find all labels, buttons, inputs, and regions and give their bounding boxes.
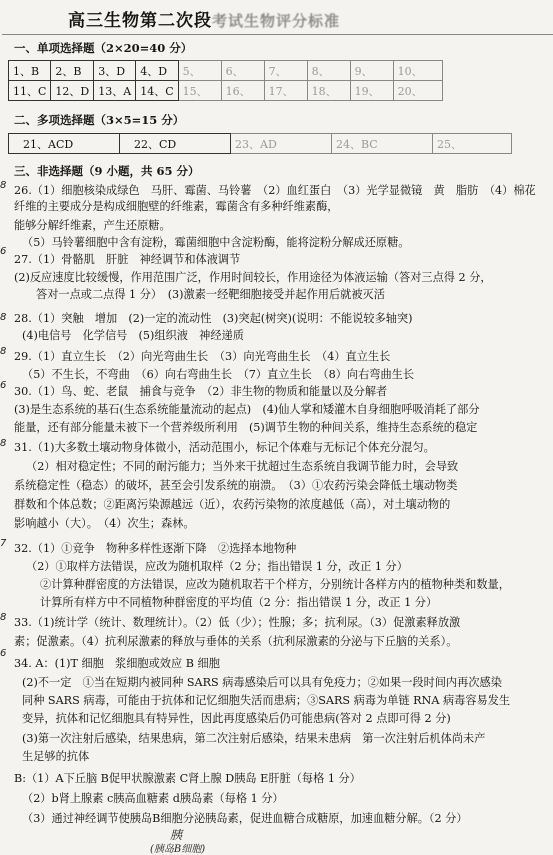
answer-line: B:（1）A下丘脑 B促甲状腺激素 C肾上腺 D胰岛 E肝脏（每格 1 分） <box>14 772 361 785</box>
answer-line: 26.（1）细胞核染成绿色 马肝、霉菌、马铃薯 （2）血红蛋白 （3）光学显微镜 黄 脂肪 （4）棉花纤维的主要成分是构成细胞壁的纤维素，霉菌含有多种纤维素酶， <box>14 184 536 213</box>
answer-line: （3）通过神经调节使胰岛B细胞分泌胰岛素，促进血糖合成糖原，加速血糖分解。（2 分） <box>22 812 468 825</box>
multi-choice-answer-table <box>8 133 512 154</box>
answer-line: 素；促激素。（4）抗利尿激素的释放与垂体的关系（抗利尿激素的分泌与下丘脑的关系）。 <box>14 635 458 648</box>
score-mark-q27: 6 <box>0 246 7 257</box>
answer-line: 34. A：(1)T 细胞 浆细胞或效应 B 细胞 <box>14 657 220 670</box>
answer-cell: 18、 <box>307 81 350 101</box>
answer-cell: 9、 <box>350 61 393 81</box>
answer-line: 变异，抗体和记忆细胞具有特异性，因此再度感染后仍可能患病(答对 2 点即可得 2 分) <box>22 712 451 725</box>
answer-cell: 10、 <box>393 61 442 81</box>
table-row <box>9 134 512 154</box>
answer-cell: 11、C <box>9 81 51 101</box>
answer-line: (4)电信号 化学信号 (5)组织液 神经递质 <box>22 329 244 342</box>
answer-line: (3)是生态系统的基石(生态系统能量流动的起点) (4)仙人掌和矮灌木自身细胞呼吸消耗了部分 <box>14 403 480 416</box>
score-mark-q28: 8 <box>0 312 7 323</box>
answer-cell: 3、D <box>94 61 136 81</box>
answer-cell: 16、 <box>221 81 264 101</box>
score-mark-q32: 7 <box>0 538 7 549</box>
answer-line: ②计算种群密度的方法错误，应改为随机取若干个样方，分别统计各样方内的植物种类和数量， <box>40 578 510 591</box>
answer-line: 系统稳定性（稳态）的破坏，甚至会引发系统的崩溃。 （3）①农药污染会降低土壤动物类 <box>14 479 458 492</box>
answer-cell: 21、ACD <box>9 134 120 154</box>
score-mark-q33: 8 <box>0 612 7 623</box>
answer-line: 能够分解纤维素，产生还原糖。 <box>14 219 171 232</box>
answer-line: （5）不生长，不弯曲 （6）向右弯曲生长 （7）直立生长 （8）向右弯曲生长 <box>22 368 415 381</box>
score-mark-q29: 8 <box>0 346 7 357</box>
answer-cell: 2、B <box>51 61 94 81</box>
divider <box>2 34 553 35</box>
table-row <box>9 81 443 101</box>
answer-cell: 5、 <box>178 61 221 81</box>
answer-line: 能量，还有部分能量未被下一个营养级所利用 (5)调节生物的种间关系，维持生态系统的稳定 <box>14 421 478 434</box>
answer-cell: 12、D <box>51 81 94 101</box>
answer-cell: 22、CD <box>120 134 231 154</box>
answer-cell: 15、 <box>178 81 221 101</box>
score-mark-q34: 6 <box>0 648 7 659</box>
score-mark-q30: 6 <box>0 380 7 391</box>
answer-line: 同种 SARS 病毒，可能由于抗体和记忆细胞失活而患病；③SARS 病毒为单链 RNA 病毒容易发生 <box>22 694 511 707</box>
page-title <box>68 6 488 31</box>
handwritten-note: (胰岛B细胞) <box>150 844 206 855</box>
answer-cell: 7、 <box>264 61 307 81</box>
answer-line: 30.（1）鸟、蛇、老鼠 捕食与竞争 （2）非生物的物质和能量以及分解者 <box>14 385 388 398</box>
answer-line: 计算所有样方中不同植物种群密度的平均值（2 分：指出错误 1 分，改正 1 分） <box>40 596 438 609</box>
answer-cell: 17、 <box>264 81 307 101</box>
answer-line: （2）b肾上腺素 c胰高血糖素 d胰岛素（每格 1 分） <box>22 792 284 805</box>
title-text: 高三生物第二次段 <box>68 11 212 31</box>
answer-line: 31.（1)大多数土壤动物身体微小，活动范围小，标记个体难与无标记个体充分混匀。 <box>14 441 435 454</box>
title-faded-text: 考试生物评分标准 <box>212 12 341 30</box>
handwritten-note: 胰 <box>170 828 183 842</box>
section-nonchoice-heading: 三、非选择题（9 小题，共 65 分） <box>14 164 200 178</box>
answer-line: 影响越小（大）。 （4）次生；森林。 <box>14 517 195 530</box>
answer-line: 28.（1）突触 增加 (2)一定的流动性 (3)突起(树突)(说明：不能说较多轴突) <box>14 312 413 325</box>
answer-line: 27.（1）骨骼肌 肝脏 神经调节和体液调节 <box>14 253 241 266</box>
single-choice-answer-table <box>8 60 443 101</box>
answer-cell: 8、 <box>307 61 350 81</box>
answer-cell: 14、C <box>136 81 178 101</box>
answer-line: 生足够的抗体 <box>22 750 90 763</box>
answer-cell: 4、D <box>136 61 178 81</box>
answer-cell: 6、 <box>221 61 264 81</box>
answer-line: 群数和个体总数；②距离污染源越远（近），农药污染物的浓度越低（高），对土壤动物的 <box>14 498 451 511</box>
answer-cell: 23、AD <box>231 134 332 154</box>
answer-line: （5）马铃薯细胞中含有淀粉，霉菌细胞中含淀粉酶，能将淀粉分解成还原糖。 <box>22 236 410 249</box>
section-multi-choice-heading: 二、多项选择题（3×5=15 分） <box>14 113 185 127</box>
answer-cell: 13、A <box>94 81 136 101</box>
table-row <box>9 61 443 81</box>
answer-cell: 24、BC <box>332 134 433 154</box>
answer-line: （2）相对稳定性；不同的耐污能力；当外来干扰超过生态系统自我调节能力时，会导致 <box>26 460 459 473</box>
answer-line: （2）①取样方法错误，应改为随机取样（2 分；指出错误 1 分，改正 1 分） <box>26 560 408 573</box>
answer-line: (2)反应速度比较缓慢，作用范围广泛，作用时间较长，作用途径为体液运输（答对三点得 2 分， <box>14 271 492 284</box>
answer-line: (3)第一次注射后感染，结果患病，第二次注射后感染，结果未患病 第一次注射后机体尚未产 <box>22 732 486 745</box>
answer-line: (2)不一定 ①当在短期内被同种 SARS 病毒感染后可以具有免疫力；②如果一段时间内再次感染 <box>22 676 502 689</box>
answer-line: 33.（1)统计学（统计、数理统计）。（2）低（少）；性腺；多；抗利尿。（3）促激素释放激 <box>14 616 461 629</box>
section-single-choice-heading: 一、单项选择题（2×20=40 分） <box>14 41 193 55</box>
answer-cell: 20、 <box>393 81 442 101</box>
answer-cell: 25、 <box>433 134 512 154</box>
answer-cell: 1、B <box>9 61 51 81</box>
answer-cell: 19、 <box>350 81 393 101</box>
score-mark-q26: 8 <box>0 180 7 191</box>
answer-line: 29.（1）直立生长 （2）向光弯曲生长 （3）向光弯曲生长 （4）直立生长 <box>14 350 391 363</box>
answer-line: 32.（1）①竞争 物种多样性逐渐下降 ②选择本地物种 <box>14 542 297 555</box>
answer-line: 答对一点或二点得 1 分） (3)激素一经靶细胞接受并起作用后就被灭活 <box>36 288 385 301</box>
score-mark-q31: 8 <box>0 438 7 449</box>
